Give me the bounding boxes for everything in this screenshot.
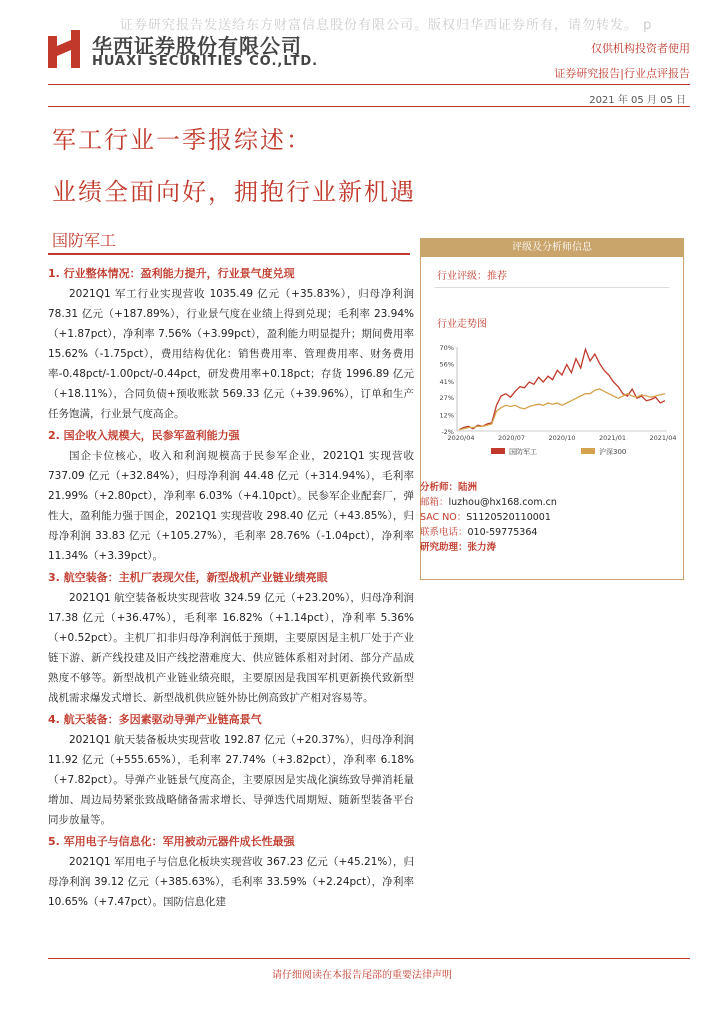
report-date: 2021 年 05 月 05 日 bbox=[589, 95, 686, 106]
footer-divider bbox=[48, 958, 690, 959]
section-body: 2021Q1 军用电子与信息化板块实现营收 367.23 亿元（+45.21%），归母净利润 39.12 亿元（+385.63%），毛利率 33.59%（+2.24pct），净利率 10.65%（+7.47pct）。国防信息化建 bbox=[48, 856, 414, 908]
main-content bbox=[48, 262, 414, 912]
audience-note: 仅供机构投资者使用 bbox=[591, 42, 690, 55]
report-title-line1: 军工行业一季报综述： bbox=[52, 126, 312, 154]
chart-x-tick-label: 2020/04 bbox=[447, 434, 475, 442]
section-heading: 2. 国企收入规模大，民参军盈利能力强 bbox=[48, 429, 240, 442]
sector-divider bbox=[48, 253, 410, 255]
research-assistant: 研究助理：张力涛 bbox=[420, 542, 497, 553]
email-label: 邮箱： bbox=[420, 497, 449, 508]
chart-y-tick-label: 27% bbox=[439, 394, 454, 403]
section-body: 2021Q1 航天装备板块实现营收 192.87 亿元（+20.37%），归母净利润 11.92 亿元（+555.65%），毛利率 27.74%（+3.82pct），净利率 6.18%（+7.82pct）。导弹产业链景气度高企，主要原因是实战化演练致导弹消耗量增加、周边局势紧张致战略储备需求增长、导弹迭代周期短、随新型装备平台同步放量等。 bbox=[48, 734, 414, 826]
section-body: 国企卡位核心，收入和利润规模高于民参军企业，2021Q1 实现营收 737.09 亿元（+32.84%），归母净利润 44.48 亿元（+314.94%），毛利率 21.99%（+2.80pct），净利率 6.03%（+4.10pct）。民参军企业配套厂，弹性大，盈利能力强于国企，2021Q1 实现营收 298.40 亿元（+43.85%），归母净利润 33.83 亿元（+105.27%），毛利率 28.76%（-1.04pct），净利率 11.34%（+3.39pct）。 bbox=[48, 450, 414, 562]
chart-x-tick-label: 2020/10 bbox=[548, 434, 576, 442]
section-heading: 3. 航空装备：主机厂表现欠佳，新型战机产业链业绩亮眼 bbox=[48, 571, 328, 584]
sac-label: SAC NO： bbox=[420, 512, 467, 523]
watermark-text: 证券研究报告发送给东方财富信息股份有限公司。版权归华西证券所有，请勿转发。 p bbox=[120, 18, 653, 33]
trend-chart bbox=[431, 339, 677, 469]
analyst-email[interactable]: luzhou@hx168.com.cn bbox=[448, 497, 557, 508]
company-name-en: HUAXI SECURITIES CO.,LTD. bbox=[92, 54, 319, 69]
company-name-cn: 华西证券股份有限公司 bbox=[92, 34, 302, 58]
section-heading: 5. 军用电子与信息化：军用被动元器件成长性最强 bbox=[48, 835, 295, 848]
analyst-email-row bbox=[420, 495, 682, 510]
chart-y-tick-label: 41% bbox=[439, 377, 454, 386]
chart-x-tick-label: 2021/01 bbox=[598, 434, 627, 442]
chart-y-tick-label: -2% bbox=[441, 428, 454, 436]
report-title-line2: 业绩全面向好，拥抱行业新机遇 bbox=[52, 178, 416, 206]
section-heading: 4. 航天装备：多因素驱动导弹产业链高景气 bbox=[48, 713, 262, 726]
rating-divider bbox=[435, 287, 669, 288]
chart-legend-swatch-1 bbox=[581, 448, 595, 454]
report-type: 证券研究报告|行业点评报告 bbox=[554, 67, 690, 80]
analyst-sac-row bbox=[420, 510, 682, 525]
chart-legend-swatch-0 bbox=[491, 448, 505, 454]
box-title: 评级及分析师信息 bbox=[421, 239, 683, 257]
analyst-phone-row bbox=[420, 525, 682, 540]
chart-x-tick-label: 2020/07 bbox=[497, 434, 526, 442]
analyst-phone: 010-59775364 bbox=[467, 527, 538, 538]
chart-y-tick-label: 56% bbox=[439, 360, 454, 369]
section-body: 2021Q1 军工行业实现营收 1035.49 亿元（+35.83%），归母净利润 78.31 亿元（+187.89%），行业景气度在业绩上得到兑现；毛利率 23.94%（+1.87pct），净利率 7.56%（+3.99pct），盈利能力明显提升；期间费用率 15.62%（-1.75pct），费用结构优化：销售费用率、管理费用率、财务费用率-0.48pct/-1.00pct/-0.44pct，研发费用率+0.18pct；存货 1996.89 亿元（+18.11%），合同负债+预收账款 569.33 亿元（+39.96%），订单和生产任务饱满，行业景气度高企。 bbox=[48, 288, 414, 420]
analyst-sac: S1120520110001 bbox=[466, 512, 551, 523]
chart-legend-label-1: 沪深300 bbox=[599, 448, 627, 456]
chart-legend-label-0: 国防军工 bbox=[509, 448, 537, 456]
sector-label: 国防军工 bbox=[52, 231, 117, 250]
chart-y-tick-label: 12% bbox=[439, 411, 454, 420]
chart-x-tick-label: 2021/04 bbox=[649, 434, 677, 442]
header-divider bbox=[48, 84, 690, 85]
industry-rating: 行业评级：推荐 bbox=[437, 271, 507, 282]
company-logo bbox=[48, 30, 80, 68]
chart-series-line-0 bbox=[459, 349, 665, 430]
analyst-name: 分析师：陆洲 bbox=[420, 482, 478, 493]
section-body: 2021Q1 航空装备板块实现营收 324.59 亿元（+23.20%），归母净利润 17.38 亿元（+36.47%），毛利率 16.82%（+1.14pct），净利率 5.36%（+0.52pct）。主机厂扣非归母净利润低于预期，主要原因是主机厂处于产业链下游、新产线投建及旧产线挖潜难度大、供应链体系相对封闭、部分产品成熟度不够等。新型战机产业链业绩亮眼，主要原因是我国军机更新换代致新型战机需求爆发式增长、新型战机供应链外协比例高致扩产相对容易等。 bbox=[48, 592, 414, 704]
section-heading: 1. 行业整体情况：盈利能力提升，行业景气度兑现 bbox=[48, 267, 295, 280]
chart-y-tick-label: 70% bbox=[439, 344, 454, 352]
trend-chart-title: 行业走势图 bbox=[437, 319, 487, 330]
footer-disclaimer: 请仔细阅读在本报告尾部的重要法律声明 bbox=[272, 970, 452, 981]
header-divider-2 bbox=[48, 106, 690, 107]
phone-label: 联系电话： bbox=[420, 527, 468, 538]
analyst-info bbox=[420, 480, 682, 555]
